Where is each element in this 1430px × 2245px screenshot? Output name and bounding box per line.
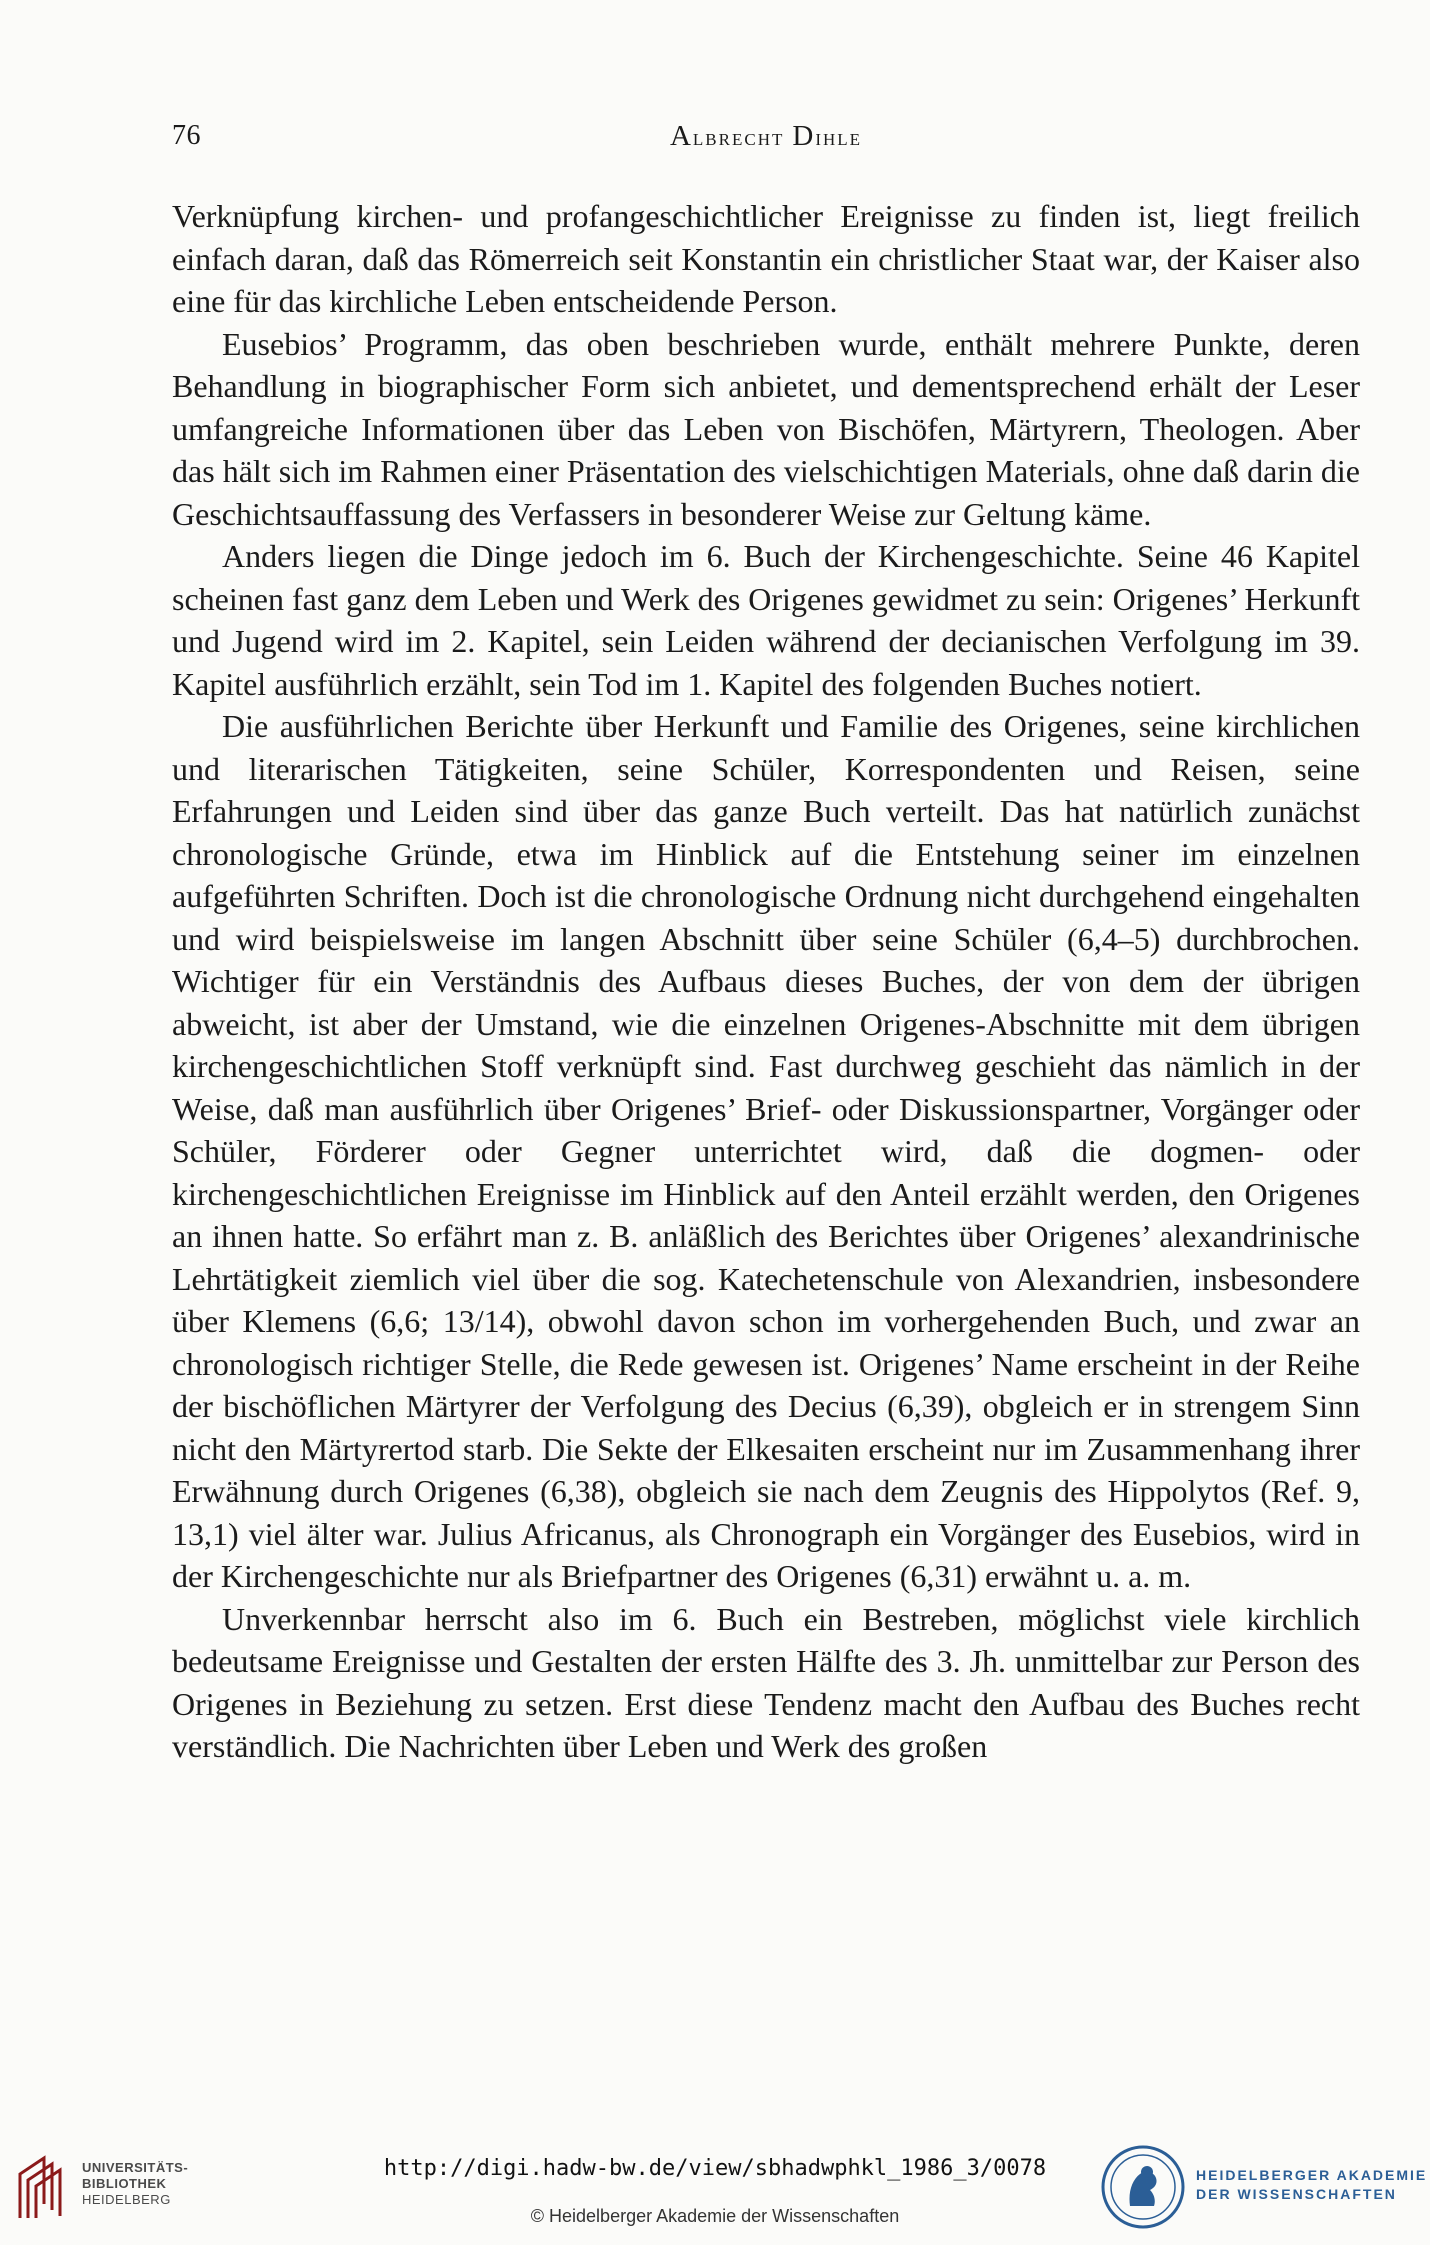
paragraph-3: Anders liegen die Dinge jedoch im 6. Buch der Kirchengeschichte. Seine 46 Kapitel scheinen fast ganz dem Leben und Werk des Origenes gewidmet zu sein: Origenes’ Herkunft und Jugend wird im 2. Kapitel, sein Leiden während der decianischen Verfolgung im 39. Kapitel ausführlich erzählt, sein Tod im 1. Kapitel des folgenden Buches notiert. [172, 538, 1360, 702]
academy-name-line-2: DER WISSENSCHAFTEN [1196, 2186, 1397, 2202]
author-first-name-rest: lbrecht [692, 125, 793, 151]
paragraph-5: Unverkennbar herrscht also im 6. Buch ein Bestreben, möglichst viele kirchlich bedeutsame Ereignisse und Gestalten der ersten Hälfte des 3. Jh. unmittelbar zur Person des Origenes in Beziehung zu setzen. Erst diese Tendenz macht den Aufbau des Buches recht verständlich. Die Nachrichten über Leben und Werk des großen [172, 1600, 1360, 1764]
library-name-line-3: HEIDELBERG [82, 2192, 171, 2207]
author-initial-last: D [792, 120, 816, 152]
paragraph-1: Verknüpfung kirchen- und profangeschichtlicher Ereignisse zu finden ist, liegt freilich einfach daran, daß das Römerreich seit Konstantin ein christlicher Staat war, der Kaiser also eine für das kirchliche Leben entscheidende Person. [172, 198, 1360, 319]
author-initial-first: A [669, 120, 693, 152]
hadw-seal-icon [1100, 2144, 1186, 2230]
paragraph-4: Die ausführlichen Berichte über Herkunft und Familie des Origenes, seine kirchlichen und literarischen Tätigkeiten, seine Schüler, Korrespondenten und Reisen, seine Erfahrungen und Leiden sind über das ganze Buch verteilt. Das hat natürlich zunächst chronologische Gründe, etwa im Hinblick auf die Entstehung seiner im einzelnen aufgeführten Schriften. Doch ist die chronologische Ordnung nicht durchgehend eingehalten und wird beispielsweise im langen Abschnitt über seine Schüler (6,4–5) durchbrochen. Wichtiger für ein Verständnis des Aufbaus dieses Buches, der von dem der übrigen abweicht, ist aber der Umstand, wie die einzelnen Origenes-Abschnitte mit dem übrigen kirchengeschichtlichen Stoff verknüpft sind. Fast durchweg geschieht das nämlich in der Weise, daß man ausführlich über Origenes’ Brief- oder Diskussionspartner, Vorgänger oder Schüler, Förderer oder Gegner unterrichtet wird, daß die dogmen- oder kirchengeschichtlichen Ereignisse im Hinblick auf den Anteil erzählt werden, den Origenes an ihnen hatte. So erfährt man z. B. anläßlich des Berichtes über Origenes’ alexandrinische Lehrtätigkeit ziemlich viel über die sog. Katechetenschule von Alexandrien, insbesondere über Klemens (6,6; 13/14), obwohl davon schon im vorhergehenden Buch, und zwar an chronologisch richtiger Stelle, die Rede gewesen ist. Origenes’ Name erscheint in der Reihe der bischöflichen Märtyrer der Verfolgung des Decius (6,39), obgleich er in strengem Sinn nicht den Märtyrertod starb. Die Sekte der Elkesaiten erscheint nur im Zusammenhang ihrer Erwähnung durch Origenes (6,38), obgleich sie nach dem Zeugnis des Hippolytos (Ref. 9, 13,1) viel älter war. Julius Africanus, als Chronograph ein Vorgänger des Eusebios, wird in der Kirchengeschichte nur als Briefpartner des Origenes (6,31) erwähnt u. a. m. [172, 708, 1360, 1594]
academy-name-line-1: HEIDELBERGER AKADEMIE [1196, 2167, 1428, 2183]
paragraph-2: Eusebios’ Programm, das oben beschrieben wurde, enthält mehrere Punkte, deren Behandlung in biographischer Form sich anbietet, und dementsprechend erhält der Leser umfangreiche Informationen über das Leben von Bischöfen, Märtyrern, Theologen. Aber das hält sich im Rahmen einer Präsentation des vielschichtigen Materials, ohne daß darin die Geschichtsauffassung des Verfassers in besonderer Weise zur Geltung käme. [172, 325, 1360, 532]
page-number: 76 [172, 120, 201, 151]
running-head [172, 120, 1360, 160]
body-text [172, 195, 1360, 1768]
author-last-name-rest: ihle [815, 125, 863, 151]
running-head-author [172, 120, 1360, 153]
academy-name [1196, 2166, 1427, 2204]
permalink-url[interactable]: http://digi.hadw-bw.de/view/sbhadwphkl_1986_3/0078 [383, 2156, 1047, 2181]
library-name-line-2: BIBLIOTHEK [82, 2176, 167, 2191]
digitization-footer [0, 2130, 1430, 2245]
library-name-line-1: UNIVERSITÄTS- [82, 2160, 189, 2175]
copyright-notice: © Heidelberger Akademie der Wissenschaften [530, 2206, 900, 2226]
